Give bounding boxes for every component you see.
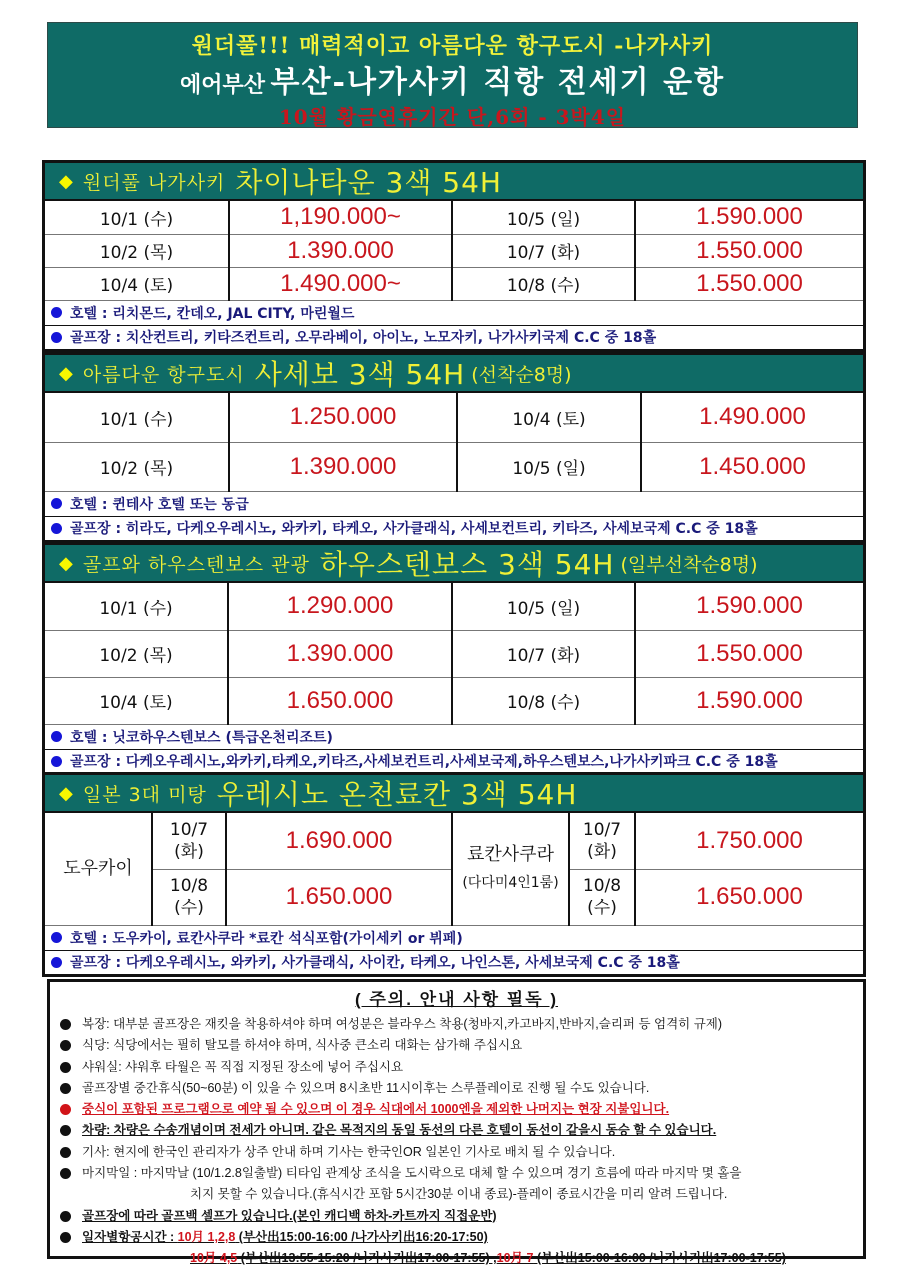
price: 1.590.000 bbox=[635, 201, 863, 234]
departure-date: 10/7 (화) bbox=[452, 630, 635, 677]
golf-course-info bbox=[45, 749, 863, 773]
package-title: 하우스텐보스 3색 54H bbox=[319, 548, 615, 581]
notice-item-restaurant bbox=[60, 1035, 853, 1056]
table-row bbox=[45, 677, 863, 724]
diamond-icon: ◆ bbox=[59, 782, 73, 804]
departure-date bbox=[152, 813, 226, 869]
package-chinatown bbox=[42, 160, 866, 352]
price: 1.490.000~ bbox=[229, 267, 452, 300]
departure-date: 10/1 (수) bbox=[45, 201, 229, 234]
date-weekday: (화) bbox=[174, 841, 204, 862]
table-row bbox=[45, 583, 863, 630]
bullet-icon bbox=[51, 932, 62, 943]
notice-text: 골프장에 따라 골프백 셀프가 있습니다.(본인 캐디백 하차-카트까지 직접운반) bbox=[82, 1208, 497, 1223]
price: 1.650.000 bbox=[635, 869, 863, 925]
golf-text: 골프장 : 다케오우레시노, 와카키, 사가클래식, 사이칸, 타케오, 나인스톤, 사세보국제 C.C 중 18홀 bbox=[70, 955, 680, 971]
notice-text: 차량: 차량은 수송개념이며 전세가 아니며. 같은 목적지의 동일 동선의 다른 호텔이 동선이 같을시 동승 할 수 있습니다. bbox=[82, 1123, 717, 1138]
price: 1.490.000 bbox=[641, 393, 863, 442]
notice-item-flight-times bbox=[60, 1227, 853, 1248]
bullet-icon bbox=[60, 1040, 71, 1051]
departure-date: 10/5 (일) bbox=[457, 442, 641, 491]
table-row bbox=[45, 630, 863, 677]
departure-date: 10/7 (화) bbox=[452, 234, 635, 267]
date-day: 10/8 bbox=[582, 876, 622, 896]
bullet-icon bbox=[51, 756, 62, 767]
flight-times: (부산出15:00-16:00 /나가사키出16:20-17:50) bbox=[235, 1229, 488, 1244]
table-row bbox=[45, 393, 863, 442]
banner-route: 부산-나가사키 직항 전세기 운항 bbox=[270, 65, 726, 100]
table-row bbox=[45, 234, 863, 267]
departure-date bbox=[569, 869, 635, 925]
bullet-icon bbox=[60, 1125, 71, 1136]
notice-text: 중식이 포함된 프로그램으로 예약 될 수 있으며 이 경우 식대에서 1000엔을 제외한 나머지는 현장 지불입니다. bbox=[82, 1102, 670, 1117]
golf-course-info bbox=[45, 516, 863, 540]
table-row bbox=[45, 813, 863, 869]
hotel-info bbox=[45, 492, 863, 516]
departure-date: 10/5 (일) bbox=[452, 583, 635, 630]
price: 1.290.000 bbox=[228, 583, 452, 630]
departure-date: 10/8 (수) bbox=[452, 267, 635, 300]
notice-item-flight-times-cont bbox=[60, 1248, 853, 1269]
departure-date: 10/8 (수) bbox=[452, 677, 635, 724]
diamond-icon: ◆ bbox=[59, 170, 73, 192]
notice-text: 치지 못할 수 있습니다.(휴식시간 포함 5시간30분 이내 종료)-플레이 종료시간을 미리 알려 드립니다. bbox=[190, 1187, 728, 1202]
hotel-name-ryokan-sakura bbox=[452, 813, 569, 925]
date-day: 10/7 bbox=[582, 819, 622, 840]
hotel-info bbox=[45, 301, 863, 325]
package-subtitle: 일본 3대 미탕 bbox=[82, 783, 207, 806]
date-weekday: (수) bbox=[174, 898, 204, 918]
price-table bbox=[45, 813, 863, 926]
hotel-text: 호텔 : 닛코하우스텐보스 (특급온천리조트) bbox=[70, 729, 333, 746]
package-title: 우레시노 온천료칸 3색 54H bbox=[216, 778, 578, 811]
price: 1.650.000 bbox=[228, 677, 452, 724]
notice-item-break bbox=[60, 1078, 853, 1099]
golf-course-info bbox=[45, 950, 863, 974]
bullet-icon bbox=[60, 1147, 71, 1158]
departure-date: 10/4 (토) bbox=[45, 267, 229, 300]
hotel-info bbox=[45, 926, 863, 950]
flight-dates: 10月 1,2,8 bbox=[177, 1229, 236, 1244]
price: 1.550.000 bbox=[635, 630, 863, 677]
hotel-name-dokai bbox=[45, 813, 152, 925]
hotel-name: 료칸사쿠라 bbox=[467, 843, 554, 865]
package-header bbox=[45, 355, 863, 393]
departure-date bbox=[569, 813, 635, 869]
departure-date: 10/4 (토) bbox=[457, 393, 641, 442]
date-weekday: (수) bbox=[587, 898, 617, 918]
hotel-info bbox=[45, 725, 863, 749]
hotel-text: 호텔 : 도우카이, 료칸사쿠라 *료칸 석식포함(가이세키 or 뷔페) bbox=[70, 930, 463, 947]
bullet-icon bbox=[60, 1083, 71, 1094]
notice-box bbox=[47, 979, 866, 1266]
notice-item-vehicle bbox=[60, 1120, 853, 1141]
departure-date bbox=[152, 869, 226, 925]
notice-item-golf-bag bbox=[60, 1206, 853, 1227]
flight-dates: 10月 7 bbox=[496, 1251, 534, 1266]
notice-text: 샤워실: 샤워후 타월은 꼭 직접 지정된 장소에 넣어 주십시요 bbox=[82, 1059, 404, 1074]
banner-title bbox=[48, 57, 857, 101]
package-subtitle: 아름다운 항구도시 bbox=[82, 363, 245, 386]
price: 1.250.000 bbox=[229, 393, 457, 442]
price: 1.450.000 bbox=[641, 442, 863, 491]
notice-item-driver bbox=[60, 1142, 853, 1163]
price-table bbox=[45, 583, 863, 725]
package-note: (일부선착순8명) bbox=[620, 553, 758, 576]
bullet-icon bbox=[60, 1232, 71, 1243]
room-type: (다다미4인1룸) bbox=[462, 874, 559, 891]
notice-title: ( 주의. 안내 사항 필독 ) bbox=[354, 990, 559, 1009]
banner-period: 10월 황금연휴기간 단,6회 - 3박4일 bbox=[278, 105, 627, 129]
date-day: 10/8 bbox=[169, 876, 209, 896]
departure-date: 10/5 (일) bbox=[452, 201, 635, 234]
package-title: 사세보 3색 54H bbox=[254, 358, 466, 391]
price: 1.390.000 bbox=[229, 234, 452, 267]
price: 1.590.000 bbox=[635, 583, 863, 630]
departure-date: 10/1 (수) bbox=[45, 583, 228, 630]
bullet-icon bbox=[51, 332, 62, 343]
table-row bbox=[45, 442, 863, 491]
golf-text: 골프장 : 치산컨트리, 키타즈컨트리, 오무라베이, 아이노, 노모자키, 나가사키국제 C.C 중 18홀 bbox=[70, 330, 657, 346]
package-header bbox=[45, 163, 863, 201]
notice-item-last-day bbox=[60, 1163, 853, 1184]
date-day: 10/7 bbox=[169, 819, 209, 840]
banner-tagline: 원더풀!!! 매력적이고 아름다운 항구도시 -나가사키 bbox=[191, 33, 714, 59]
bullet-icon bbox=[60, 1211, 71, 1222]
hotel-text: 호텔 : 리치몬드, 칸데오, JAL CITY, 마린월드 bbox=[70, 305, 355, 322]
bullet-icon bbox=[60, 1104, 71, 1115]
price: 1.550.000 bbox=[635, 267, 863, 300]
price: 1,190.000~ bbox=[229, 201, 452, 234]
bullet-icon bbox=[51, 523, 62, 534]
package-header bbox=[45, 775, 863, 813]
bullet-icon bbox=[51, 957, 62, 968]
departure-date: 10/4 (토) bbox=[45, 677, 228, 724]
flight-dates: 10月 4,5 bbox=[190, 1251, 238, 1266]
bullet-icon bbox=[51, 731, 62, 742]
golf-course-info bbox=[45, 325, 863, 349]
notice-text: 골프장별 중간휴식(50~60분) 이 있을 수 있으며 8시초반 11시이후는 스루플레이로 진행 될 수도 있습니다. bbox=[82, 1080, 650, 1095]
bullet-icon bbox=[51, 307, 62, 318]
diamond-icon: ◆ bbox=[59, 362, 73, 384]
package-ureshino bbox=[42, 772, 866, 977]
notice-text: 복장: 대부분 골프장은 재킷을 착용하셔야 하며 여성분은 블라우스 착용(청바지,카고바지,반바지,슬리퍼 등 엄격히 규제) bbox=[82, 1017, 723, 1031]
departure-date: 10/2 (목) bbox=[45, 442, 229, 491]
notice-item-last-day-cont bbox=[60, 1184, 853, 1205]
price: 1.690.000 bbox=[226, 813, 452, 869]
price-table bbox=[45, 201, 863, 301]
date-weekday: (화) bbox=[587, 841, 617, 862]
banner-airline: 에어부산 bbox=[179, 72, 265, 98]
departure-date: 10/2 (목) bbox=[45, 630, 228, 677]
golf-text: 골프장 : 히라도, 다케오우레시노, 와카키, 타케오, 사가클래식, 사세보컨트리, 키타즈, 사세보국제 C.C 중 18홀 bbox=[70, 521, 758, 537]
notice-text: 식당: 식당에서는 필히 탈모를 하셔야 하며, 식사중 큰소리 대화는 삼가해 주십시요 bbox=[82, 1038, 523, 1053]
price: 1.550.000 bbox=[635, 234, 863, 267]
price: 1.590.000 bbox=[635, 677, 863, 724]
bullet-icon bbox=[60, 1168, 71, 1179]
notice-text: 마지막일 : 마지막날 (10/1.2.8일출발) 티타임 관계상 조식을 도시락으로 대체 할 수 있으며 경기 흐름에 따라 마지막 몇 홀을 bbox=[82, 1166, 742, 1181]
package-huis-ten-bosch bbox=[42, 542, 866, 776]
price: 1.390.000 bbox=[228, 630, 452, 677]
package-title: 차이나타운 3색 54H bbox=[235, 166, 502, 199]
flight-times: (부산出13:55-15:20 /나가사키出17:00-17:55) , bbox=[237, 1251, 497, 1266]
notice-item-shower bbox=[60, 1057, 853, 1078]
price: 1.750.000 bbox=[635, 813, 863, 869]
notice-item-lunch bbox=[60, 1099, 853, 1120]
diamond-icon: ◆ bbox=[59, 552, 73, 574]
price: 1.390.000 bbox=[229, 442, 457, 491]
bullet-icon bbox=[60, 1019, 71, 1030]
bullet-icon bbox=[60, 1062, 71, 1073]
bullet-icon bbox=[51, 498, 62, 509]
header-banner bbox=[47, 22, 858, 128]
flight-times: (부산出15:00-16:00 /나가사키出17:00-17:55) bbox=[533, 1251, 786, 1266]
package-header bbox=[45, 545, 863, 583]
hotel-text: 호텔 : 퀸테사 호텔 또는 동급 bbox=[70, 496, 249, 513]
flight-label: 일자별항공시간 : bbox=[82, 1229, 178, 1244]
price-table bbox=[45, 393, 863, 492]
package-subtitle: 골프와 하우스텐보스 관광 bbox=[82, 553, 310, 576]
table-row bbox=[45, 201, 863, 234]
price: 1.650.000 bbox=[226, 869, 452, 925]
hotel-name: 도우카이 bbox=[63, 857, 133, 879]
golf-text: 골프장 : 다케오우레시노,와카키,타케오,키타즈,사세보컨트리,사세보국제,하우스텐보스,나가사키파크 C.C 중 18홀 bbox=[70, 754, 778, 770]
table-row bbox=[45, 267, 863, 300]
departure-date: 10/2 (목) bbox=[45, 234, 229, 267]
notice-text: 기사: 현지에 한국인 관리자가 상주 안내 하며 기사는 한국인OR 일본인 기사로 배치 될 수 있습니다. bbox=[82, 1144, 616, 1159]
notice-item-dress-code bbox=[60, 1014, 853, 1035]
departure-date: 10/1 (수) bbox=[45, 393, 229, 442]
package-sasebo bbox=[42, 352, 866, 543]
package-subtitle: 원더풀 나가사키 bbox=[82, 171, 226, 194]
package-note: (선착순8명) bbox=[471, 363, 572, 386]
